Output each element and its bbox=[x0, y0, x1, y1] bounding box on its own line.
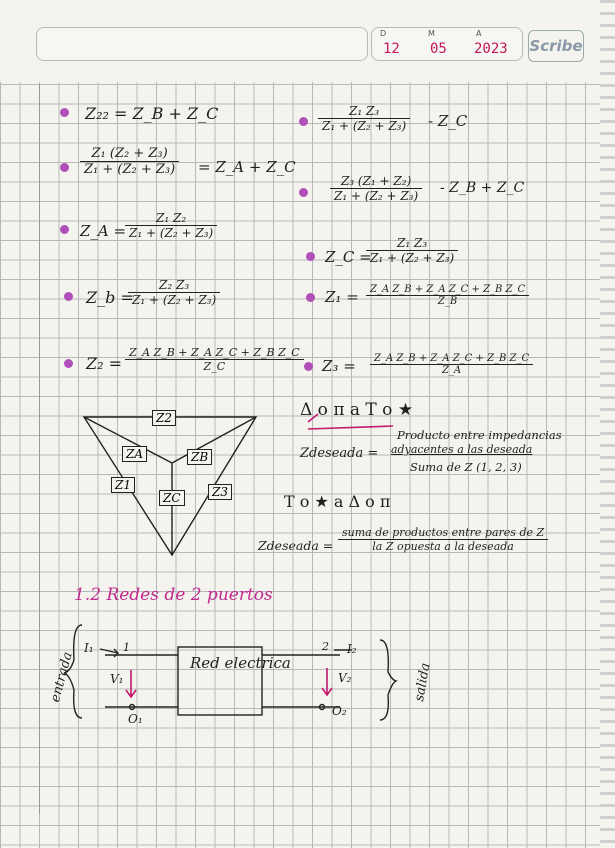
label-i2: I₂ bbox=[347, 642, 357, 656]
date-year: 2023 bbox=[474, 41, 508, 57]
brand-logo: Scribe bbox=[528, 30, 584, 62]
eq-zb-lhs: Z_b = bbox=[86, 288, 134, 307]
year-label: A bbox=[476, 29, 482, 38]
salida-label: salida bbox=[412, 661, 434, 703]
label-z3: Z3 bbox=[208, 484, 232, 500]
label-o1: O₁ bbox=[128, 712, 143, 726]
eq-r2-den: Z₁ + (Z₂ + Z₃) bbox=[330, 188, 422, 203]
rule2-num: suma de productos entre pares de Z bbox=[342, 526, 545, 539]
date-month: 05 bbox=[430, 41, 447, 57]
entrada-label: entrada bbox=[48, 650, 76, 704]
day-label: D bbox=[380, 29, 387, 38]
eq-z3-num: Z_A Z_B + Z_A Z_C + Z_B Z_C bbox=[374, 353, 530, 364]
eq-r1-den: Z₁ + (Z₂ + Z₃) bbox=[318, 118, 410, 133]
eq-zb-den: Z₁ + (Z₂ + Z₃) bbox=[128, 292, 220, 307]
eq-r2-rhs: - Z_B + Z_C bbox=[440, 180, 525, 196]
arrow-i1 bbox=[100, 649, 118, 657]
eq-z3-lhs: Z₃ = bbox=[322, 357, 356, 375]
eq-z1-lhs: Z₁ = bbox=[325, 288, 359, 306]
eq-z1-den: Z_B bbox=[366, 295, 529, 307]
eq-za-den: Z₁ + (Z₂ + Z₃) bbox=[125, 225, 217, 240]
label-node-1: 1 bbox=[123, 641, 130, 654]
rule1-num-b: adyacentes a las deseada bbox=[391, 443, 533, 456]
eq-z2-num: Z_A Z_B + Z_A Z_C + Z_B Z_C bbox=[129, 346, 300, 359]
title-delta-to-star: Δ o π a T o ★ bbox=[300, 400, 414, 420]
eq-z2-den: Z_C bbox=[125, 359, 304, 373]
label-za: ZA bbox=[122, 446, 147, 462]
month-label: M bbox=[428, 29, 435, 38]
eq-z3-den: Z_A bbox=[370, 364, 533, 376]
rule2-den: la Z opuesta a la deseada bbox=[338, 539, 548, 553]
arrow-v2 bbox=[322, 668, 332, 695]
eq-zb-num: Z₂ Z₃ bbox=[159, 278, 190, 292]
zdeseada-label-2: Zdeseada = bbox=[258, 538, 334, 553]
eq-za-num: Z₁ Z₂ bbox=[156, 211, 187, 225]
title-underline bbox=[308, 426, 393, 429]
eq-r2-num: Z₃ (Z₁ + Z₂) bbox=[340, 174, 412, 188]
eq-zc-num: Z₁ Z₃ bbox=[397, 236, 428, 250]
output-brace bbox=[380, 640, 396, 720]
eq-r1-num: Z₁ Z₃ bbox=[349, 104, 380, 118]
block-label: Red electrica bbox=[190, 654, 291, 672]
eq-r1-rhs: - Z_C bbox=[428, 112, 468, 130]
zdeseada-label-1: Zdeseada = bbox=[300, 446, 379, 461]
label-v1: V₁ bbox=[110, 672, 124, 686]
eq-f1-den: Z₁ + (Z₂ + Z₃) bbox=[80, 161, 179, 177]
eq-zc-den: Z₁ + (Z₂ + Z₃) bbox=[366, 250, 458, 265]
label-zb: ZB bbox=[187, 449, 212, 465]
label-z1: Z1 bbox=[111, 477, 135, 493]
date-day: 12 bbox=[383, 41, 400, 57]
label-v2: V₂ bbox=[338, 671, 352, 685]
rule1-num-a: Producto entre impedancias bbox=[397, 428, 562, 442]
eq-za-lhs: Z_A = bbox=[80, 222, 127, 240]
eq-z2-lhs: Z₂ = bbox=[86, 354, 123, 373]
eq-zc-lhs: Z_C = bbox=[325, 248, 372, 266]
eq-f1-num: Z₁ (Z₂ + Z₃) bbox=[91, 146, 168, 161]
eq-z1-num: Z_A Z_B + Z_A Z_C + Z_B Z_C bbox=[370, 284, 526, 295]
label-i1: I₁ bbox=[84, 641, 94, 655]
rule1-den: Suma de Z (1, 2, 3) bbox=[410, 460, 522, 474]
rule2-frac bbox=[338, 526, 548, 553]
label-zc: ZC bbox=[159, 490, 185, 506]
eq-z22: Z₂₂ = Z_B + Z_C bbox=[85, 104, 219, 123]
eq-f1-rhs: = Z_A + Z_C bbox=[198, 158, 296, 176]
label-z2: Z2 bbox=[152, 410, 176, 426]
section-heading: 1.2 Redes de 2 puertos bbox=[74, 585, 273, 605]
label-o2: O₂ bbox=[332, 704, 347, 718]
title-star-to-delta: T o ★ a Δ o π bbox=[284, 492, 391, 511]
arrow-v1 bbox=[126, 670, 136, 697]
label-node-2: 2 bbox=[322, 640, 329, 653]
